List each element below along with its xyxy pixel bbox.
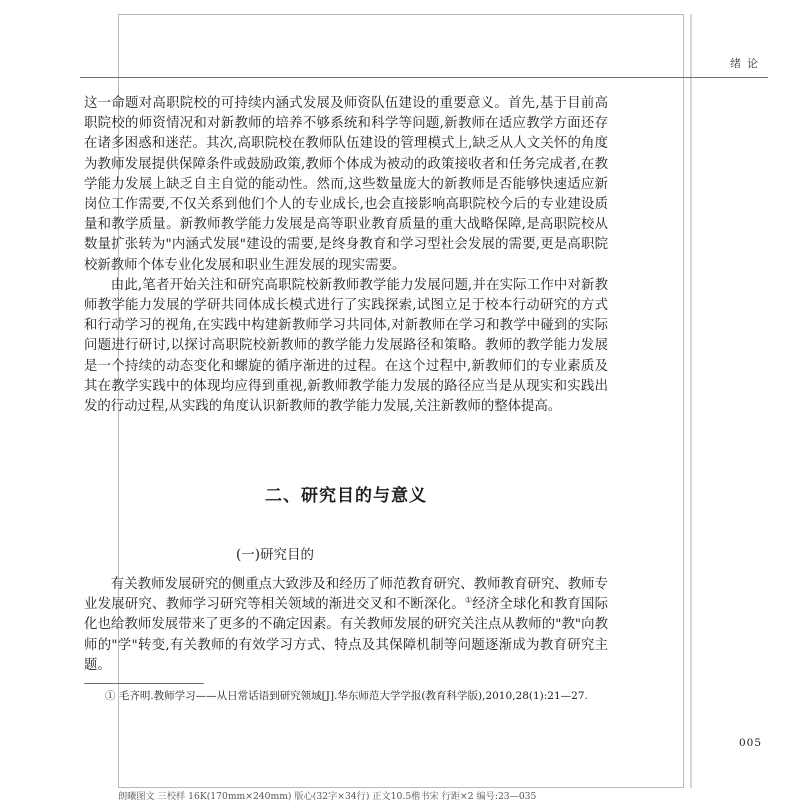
footnote-rule <box>84 683 204 684</box>
footnote <box>84 688 608 705</box>
intro-continuation-paragraph: 这一命题对高职院校的可持续内涵式发展及师资队伍建设的重要意义。首先,基于目前高职院校的师资情况和对新教师的培养不够系统和科学等问题,新教师在适应教学方面还存在诸多困惑和迷茫。其次,高职院校在教师队伍建设的管理模式上,缺乏从人文关怀的角度为教师发展提供保障条件或鼓励政策,教师个体成为被动的政策接收者和任务完成者,在教学能力发展上缺乏自主自觉的能动性。然而,这些数量庞大的新教师是否能够快速适应新岗位工作需要,不仅关系到他们个人的专业成长,也会直接影响高职院校今后的专业建设质量和教学质量。新教师教学能力发展是高等职业教育质量的重大战略保障,是高职院校从数量扩张转为"内涵式发展"建设的需要,是终身教育和学习型社会发展的需要,更是高职院校新教师个体专业化发展和职业生涯发展的现实需要。 <box>84 96 608 273</box>
running-header: 绪论 <box>730 57 764 70</box>
footnote-text: 毛齐明.教师学习——从日常话语到研究领域[J].华东师范大学学报(教育科学版),2010,28(1):21—27. <box>118 690 588 702</box>
footnote-reference[interactable]: ① <box>464 595 473 605</box>
paragraph-3 <box>84 575 608 676</box>
subsection-heading: (一)研究目的 <box>236 547 315 563</box>
paragraph-3-after-note: 经济全球化和教育国际化也给教师发展带来了更多的不确定因素。有关教师发展的研究关注点从教师的"教"向教师的"学"转变,有关教师的有效学习方式、特点及其保障机制等问题逐渐成为教育研究主题。 <box>84 597 609 673</box>
page-number: 005 <box>738 737 762 749</box>
footnote-marker: ① <box>105 690 116 702</box>
paragraph-3-before-note: 有关教师发展研究的侧重点大致涉及和经历了师范教育研究、教师教育研究、教师专业发展研究、教师学习研究等相关领域的渐进交叉和不断深化。 <box>84 577 608 613</box>
print-slug-line: 朗曦图文 三校样 16K(170mm×240mm) 版心(32字×34行) 正文10.5楷书宋 行距×2 编号:23—035 <box>118 791 537 802</box>
section-heading: 二、研究目的与意义 <box>265 486 427 506</box>
body-text-top <box>84 94 608 417</box>
header-rule <box>80 77 768 78</box>
page-shadow-edge <box>690 14 692 788</box>
paragraph-2: 由此,笔者开始关注和研究高职院校新教师教学能力发展问题,并在实际工作中对新教师教学能力发展的学研共同体成长模式进行了实践探索,试图立足于校本行动研究的方式和行动学习的视角,在实践中构建新教师学习共同体,对新教师在学习和教学中碰到的实际问题进行研讨,以探讨高职院校新教师的教学能力发展路径和策略。教师的教学能力发展是一个持续的动态变化和螺旋的循序渐进的过程。在这个过程中,新教师们的专业素质及其在教学实践中的体现均应得到重视,新教师教学能力发展的路径应当是从现实和实践出发的行动过程,从实践的角度认识新教师的教学能力发展,关注新教师的整体提高。 <box>84 277 608 415</box>
